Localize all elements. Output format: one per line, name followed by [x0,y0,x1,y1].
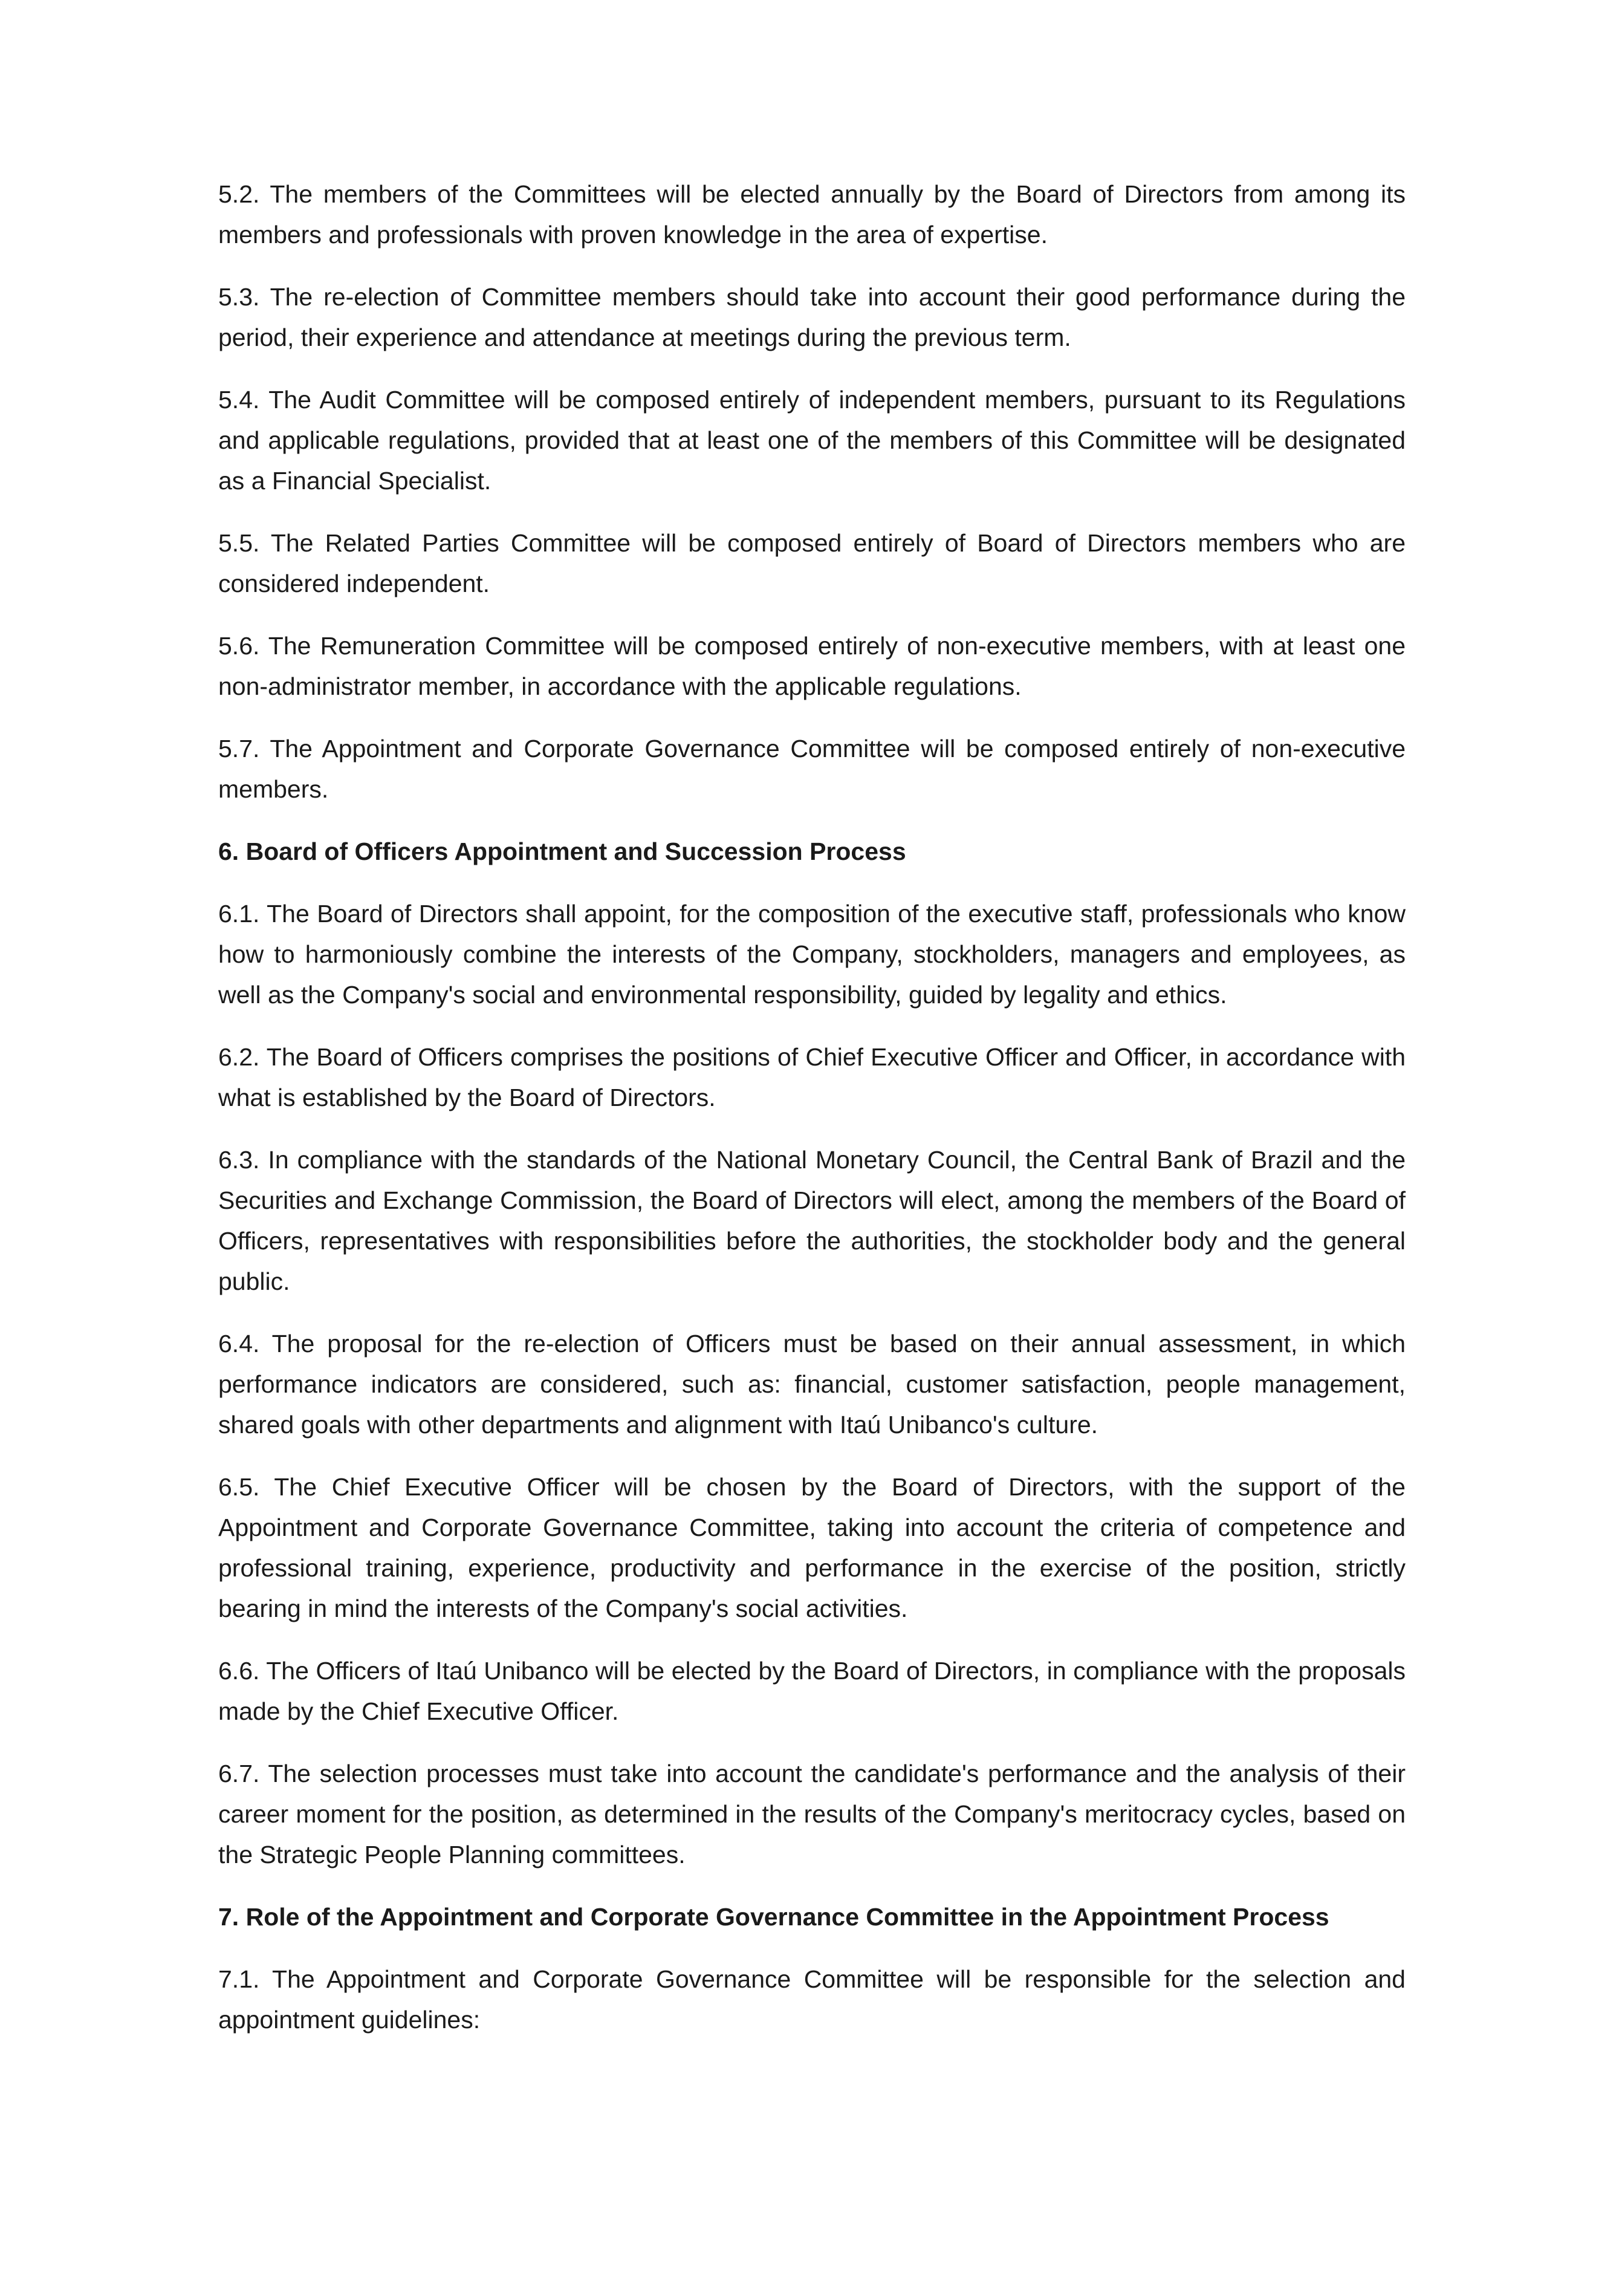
paragraph: 6.4. The proposal for the re-election of Officers must be based on their annual assessment, in which performance indicators are considered, such as: financial, customer satisfaction, people management, shared goals with other departments and alignment with Itaú Unibanco's culture. [218,1330,1406,1439]
section-heading: 7. Role of the Appointment and Corporate Governance Committee in the Appointment Process [218,1903,1329,1931]
paragraph: 5.5. The Related Parties Committee will be composed entirely of Board of Directors members who are considered independent. [218,529,1406,597]
document-page [218,174,1406,2062]
paragraph: 6.2. The Board of Officers comprises the positions of Chief Executive Officer and Officer, in accordance with what is established by the Board of Directors. [218,1043,1406,1111]
section-heading: 6. Board of Officers Appointment and Succession Process [218,837,906,865]
paragraph: 6.6. The Officers of Itaú Unibanco will be elected by the Board of Directors, in compliance with the proposals made by the Chief Executive Officer. [218,1657,1406,1725]
paragraph: 6.3. In compliance with the standards of the National Monetary Council, the Central Bank of Brazil and the Securities and Exchange Commission, the Board of Directors will elect, among the members of the Board of Officers, representatives with responsibilities before the authorities, the stockholder body and the general public. [218,1146,1406,1295]
paragraph: 5.4. The Audit Committee will be composed entirely of independent members, pursuant to its Regulations and applicable regulations, provided that at least one of the members of this Committee will be designated as a Financial Specialist. [218,386,1406,495]
paragraph: 6.5. The Chief Executive Officer will be chosen by the Board of Directors, with the support of the Appointment and Corporate Governance Committee, taking into account the criteria of competence and professional training, experience, productivity and performance in the exercise of the position, strictly bearing in mind the interests of the Company's social activities. [218,1473,1406,1622]
paragraph: 6.7. The selection processes must take into account the candidate's performance and the analysis of their career moment for the position, as determined in the results of the Company's meritocracy cycles, based on the Strategic People Planning committees. [218,1760,1406,1868]
paragraph: 6.1. The Board of Directors shall appoint, for the composition of the executive staff, professionals who know how to harmoniously combine the interests of the Company, stockholders, managers and employees, as well as the Company's social and environmental responsibility, guided by legality and ethics. [218,900,1406,1009]
paragraph: 5.7. The Appointment and Corporate Governance Committee will be composed entirely of non-executive members. [218,735,1406,803]
paragraph: 5.6. The Remuneration Committee will be composed entirely of non-executive members, with at least one non-administrator member, in accordance with the applicable regulations. [218,632,1406,700]
paragraph: 7.1. The Appointment and Corporate Governance Committee will be responsible for the selection and appointment guidelines: [218,1965,1406,2034]
paragraph: 5.2. The members of the Committees will be elected annually by the Board of Directors from among its members and professionals with proven knowledge in the area of expertise. [218,180,1406,249]
paragraph: 5.3. The re-election of Committee members should take into account their good performance during the period, their experience and attendance at meetings during the previous term. [218,283,1406,351]
